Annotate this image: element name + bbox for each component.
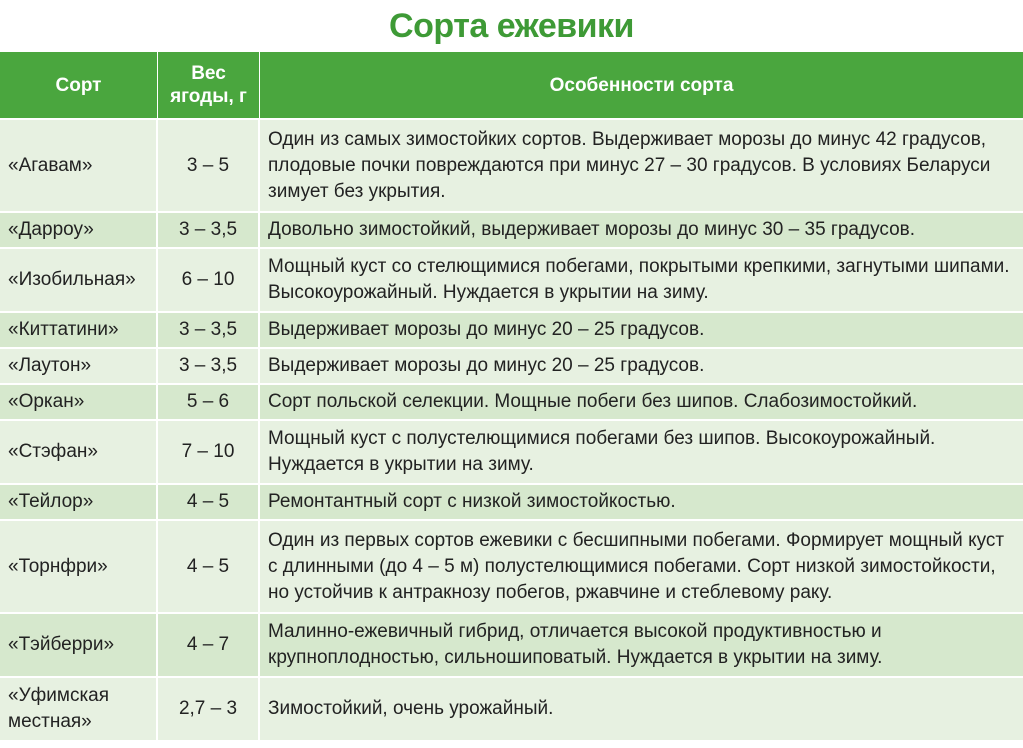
variety-description: Один из первых сортов ежевики с бесшипными побегами. Формирует мощный куст с длинными (до 4 – 5 м) полустелющимися побегами. Сорт низкой зимостойкости, но устойчив к антракнозу побегов, ржавчине и стеблевому раку. [260, 519, 1023, 612]
variety-description: Выдерживает морозы до минус 20 – 25 градусов. [260, 311, 1023, 347]
berry-weight: 3 – 3,5 [158, 347, 260, 383]
variety-description: Один из самых зимостойких сортов. Выдерживает морозы до минус 42 градусов, плодовые почки повреждаются при минус 27 – 30 градусов. В условиях Беларуси зимует без укрытия. [260, 118, 1023, 211]
variety-name: «Лаутон» [0, 347, 158, 383]
table-row [0, 383, 1023, 419]
variety-description: Выдерживает морозы до минус 20 – 25 градусов. [260, 347, 1023, 383]
variety-description: Сорт польской селекции. Мощные побеги без шипов. Слабозимостойкий. [260, 383, 1023, 419]
berry-weight: 7 – 10 [158, 419, 260, 483]
variety-name: «Тэйберри» [0, 612, 158, 676]
berry-weight: 6 – 10 [158, 247, 260, 311]
berry-weight: 3 – 5 [158, 118, 260, 211]
table-row [0, 247, 1023, 311]
variety-description: Довольно зимостойкий, выдерживает морозы до минус 30 – 35 градусов. [260, 211, 1023, 247]
variety-name: «Оркан» [0, 383, 158, 419]
variety-description: Мощный куст со стелющимися побегами, покрытыми крепкими, загнутыми шипами. Высокоурожайный. Нуждается в укрытии на зиму. [260, 247, 1023, 311]
variety-description: Ремонтантный сорт с низкой зимостойкостью. [260, 483, 1023, 519]
table-row [0, 118, 1023, 211]
header-features: Особенности сорта [260, 52, 1023, 118]
table-row [0, 676, 1023, 740]
berry-weight: 5 – 6 [158, 383, 260, 419]
table-row [0, 419, 1023, 483]
varieties-table [0, 52, 1023, 740]
table-row [0, 483, 1023, 519]
berry-weight: 4 – 7 [158, 612, 260, 676]
table-row [0, 612, 1023, 676]
table-row [0, 311, 1023, 347]
table-header-row [0, 52, 1023, 118]
table-row [0, 347, 1023, 383]
variety-name: «Агавам» [0, 118, 158, 211]
berry-weight: 4 – 5 [158, 483, 260, 519]
table-row [0, 519, 1023, 612]
header-variety: Сорт [0, 52, 158, 118]
variety-name: «Изобильная» [0, 247, 158, 311]
berry-weight: 3 – 3,5 [158, 311, 260, 347]
berry-weight: 2,7 – 3 [158, 676, 260, 740]
variety-name: «Уфимская местная» [0, 676, 158, 740]
variety-name: «Торнфри» [0, 519, 158, 612]
variety-description: Зимостойкий, очень урожайный. [260, 676, 1023, 740]
berry-weight: 3 – 3,5 [158, 211, 260, 247]
variety-description: Мощный куст с полустелющимися побегами без шипов. Высокоурожайный. Нуждается в укрытии на зиму. [260, 419, 1023, 483]
page-title: Сорта ежевики [389, 7, 634, 45]
variety-name: «Киттатини» [0, 311, 158, 347]
header-weight: Вес ягоды, г [158, 52, 260, 118]
berry-weight: 4 – 5 [158, 519, 260, 612]
variety-name: «Стэфан» [0, 419, 158, 483]
variety-name: «Дарроу» [0, 211, 158, 247]
table-row [0, 211, 1023, 247]
variety-description: Малинно-ежевичный гибрид, отличается высокой продуктивностью и крупноплодностью, сильношиповатый. Нуждается в укрытии на зиму. [260, 612, 1023, 676]
variety-name: «Тейлор» [0, 483, 158, 519]
